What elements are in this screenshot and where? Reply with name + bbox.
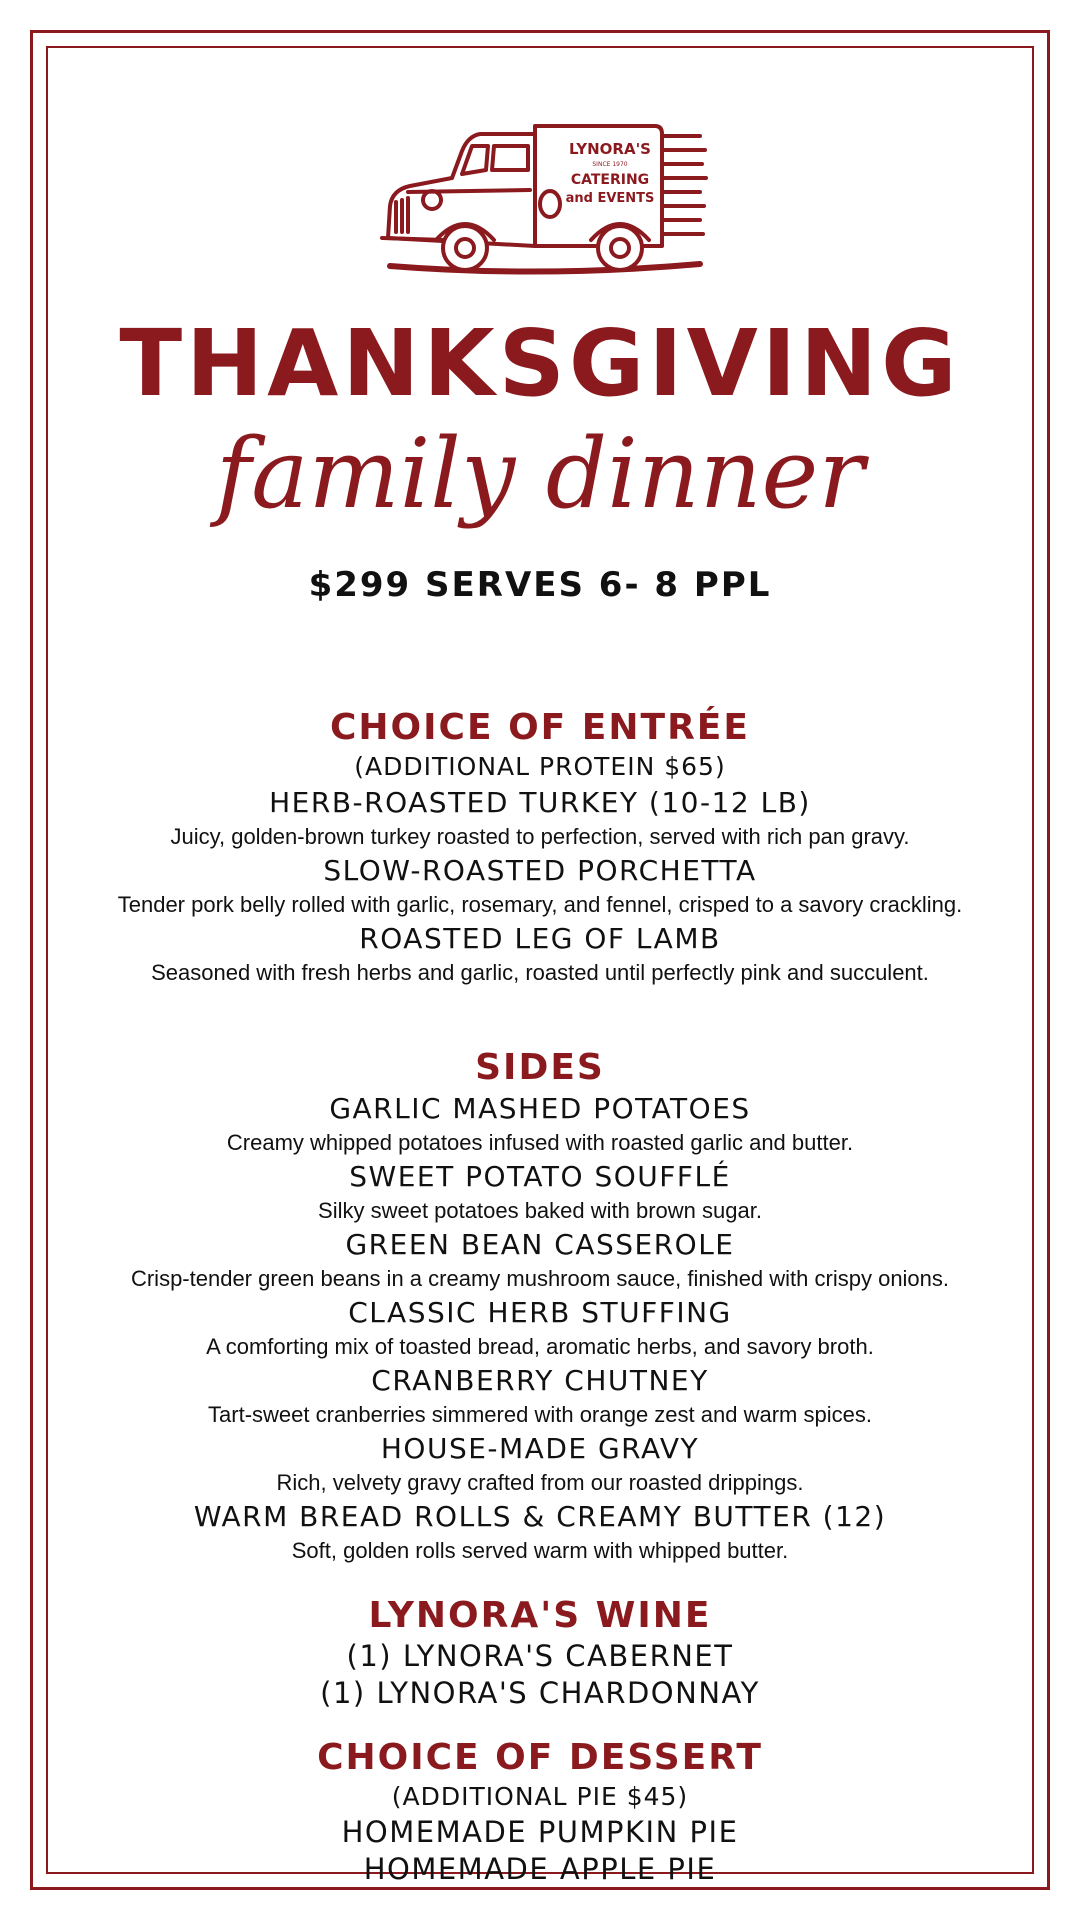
page-title: THANKSGIVING [119, 310, 961, 417]
dessert-section [46, 1736, 1034, 1888]
section-heading: LYNORA'S WINE [368, 1595, 712, 1636]
menu-item-description: A comforting mix of toasted bread, aromatic herbs, and savory broth. [206, 1334, 874, 1359]
entree-section [46, 706, 1034, 988]
menu-item-description: Tender pork belly rolled with garlic, rosemary, and fennel, crisped to a savory crackling. [117, 892, 963, 917]
logo-brand-line3: and EVENTS [565, 191, 655, 206]
menu-item-name: SWEET POTATO SOUFFLÉ [349, 1160, 731, 1193]
menu-item-name: HERB-ROASTED TURKEY (10-12 LB) [269, 786, 811, 819]
brand-logo [46, 106, 1034, 286]
menu-item-description: Tart-sweet cranberries simmered with orange zest and warm spices. [208, 1402, 872, 1427]
menu-item-description: Seasoned with fresh herbs and garlic, roasted until perfectly pink and succulent. [151, 960, 929, 985]
menu-item-name: CRANBERRY CHUTNEY [371, 1364, 709, 1397]
price-line: $299 SERVES 6- 8 PPL [308, 565, 772, 605]
sides-section [46, 1046, 1034, 1566]
vintage-truck-icon [370, 106, 710, 286]
menu-item-description: Silky sweet potatoes baked with brown sugar. [318, 1198, 762, 1223]
wine-item: (1) LYNORA'S CABERNET [346, 1639, 734, 1673]
menu-item-description: Rich, velvety gravy crafted from our roasted drippings. [276, 1470, 804, 1495]
section-heading: CHOICE OF ENTRÉE [329, 707, 750, 748]
logo-since: SINCE 1970 [592, 161, 628, 168]
section-note: (ADDITIONAL PROTEIN $65) [354, 752, 726, 781]
logo-brand-line1: LYNORA'S [569, 140, 651, 158]
page-subtitle: family dinner [215, 418, 865, 530]
dessert-item: HOMEMADE APPLE PIE [363, 1852, 717, 1886]
section-heading: SIDES [475, 1047, 605, 1088]
menu-item-description: Soft, golden rolls served warm with whipped butter. [291, 1538, 789, 1563]
section-heading: CHOICE OF DESSERT [317, 1737, 763, 1778]
menu-item-description: Creamy whipped potatoes infused with roasted garlic and butter. [226, 1130, 854, 1155]
menu-item-name: ROASTED LEG OF LAMB [359, 922, 721, 955]
menu-item-name: GARLIC MASHED POTATOES [329, 1092, 751, 1125]
menu-item-name: HOUSE-MADE GRAVY [380, 1432, 700, 1465]
menu-item-name: SLOW-ROASTED PORCHETTA [323, 854, 757, 887]
menu-page [46, 46, 1034, 1886]
menu-item-name: WARM BREAD ROLLS & CREAMY BUTTER (12) [193, 1500, 887, 1533]
wine-section [46, 1594, 1034, 1712]
menu-item-description: Crisp-tender green beans in a creamy mushroom sauce, finished with crispy onions. [130, 1266, 950, 1291]
menu-item-name: CLASSIC HERB STUFFING [348, 1296, 732, 1329]
menu-item-name: GREEN BEAN CASSEROLE [345, 1228, 735, 1261]
logo-brand-line2: CATERING [570, 172, 650, 188]
dessert-item: HOMEMADE PUMPKIN PIE [341, 1815, 739, 1849]
wine-item: (1) LYNORA'S CHARDONNAY [320, 1676, 760, 1710]
section-note: (ADDITIONAL PIE $45) [391, 1782, 689, 1811]
menu-item-description: Juicy, golden-brown turkey roasted to perfection, served with rich pan gravy. [170, 824, 910, 849]
